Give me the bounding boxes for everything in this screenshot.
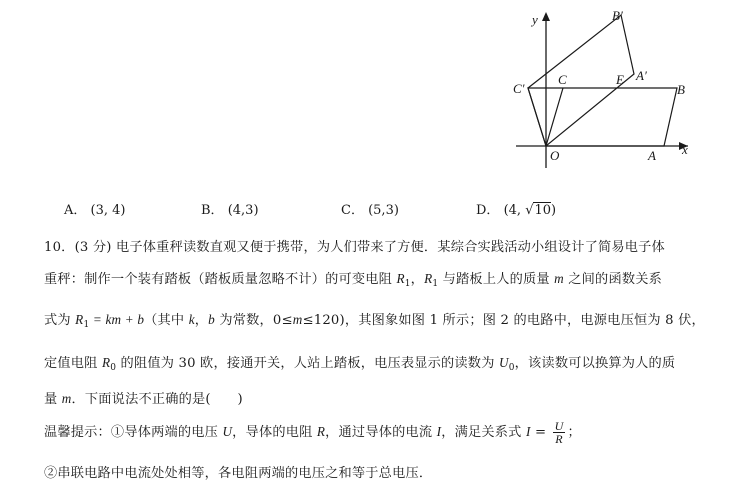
- rectangle-oabc: [528, 88, 677, 146]
- q-text: 的阻值为 30 欧，接通开关，人站上踏板，电压表显示的读数为: [116, 356, 499, 371]
- q-text: ，通过导体的电流: [325, 425, 437, 440]
- option-d[interactable]: [476, 199, 556, 218]
- subscript: 0: [110, 363, 117, 373]
- subscript: 1: [404, 279, 411, 289]
- q-text: 10．(3 分) 电子体重秤读数直观又便于携带，为人们带来了方便．某综合实践活动小组设计了简易电子体: [44, 240, 665, 255]
- q-text: ，该读数可以换算为人的质: [514, 356, 676, 371]
- option-a-value: (3, 4): [90, 203, 126, 218]
- point-label-e: E: [616, 72, 624, 87]
- hint-line-2: [44, 462, 432, 481]
- q-text: ，: [194, 313, 209, 328]
- hint-line-1: [44, 420, 581, 445]
- var-k: k: [188, 312, 195, 327]
- subscript: 0: [508, 363, 515, 373]
- y-axis-label: y: [532, 12, 538, 27]
- q-text: ②串联电路中电流处处相等，各电阻两端的电压之和等于总电压．: [44, 466, 433, 481]
- x-axis-label: x: [682, 142, 688, 157]
- point-label-b-prime: B′: [612, 8, 623, 23]
- sqrt-icon: √: [525, 203, 534, 218]
- question-line-4: [44, 352, 675, 373]
- option-d-suffix: ): [551, 203, 557, 218]
- var-r: R: [424, 271, 433, 286]
- answer-options: [0, 199, 739, 219]
- q-text: ，: [410, 272, 425, 287]
- coordinate-figure: [508, 6, 694, 174]
- var-r: R: [396, 271, 405, 286]
- var-m: m: [292, 312, 303, 327]
- var-r: R: [101, 355, 111, 370]
- option-a-letter: A．: [64, 203, 87, 218]
- option-c[interactable]: [341, 199, 399, 218]
- y-axis-arrow-icon: [542, 12, 550, 21]
- var-i: I: [525, 424, 531, 439]
- option-c-letter: C．: [341, 203, 364, 218]
- question-line-3: [44, 309, 705, 330]
- q-text: ；: [567, 425, 581, 440]
- fraction-numerator: U: [554, 419, 564, 433]
- q-text: 为常数，0≤: [214, 313, 293, 328]
- option-c-value: (5,3): [368, 203, 399, 218]
- option-d-prefix: (4,: [503, 203, 526, 218]
- subscript: 1: [432, 279, 439, 289]
- fraction-u-over-r: [553, 420, 566, 445]
- segment-oc: [546, 88, 563, 146]
- var-r: R: [75, 312, 84, 327]
- q-text: 定值电阻: [44, 356, 102, 371]
- option-a[interactable]: [64, 199, 125, 218]
- q-text: 式为: [44, 313, 76, 328]
- geometry-diagram: [508, 6, 694, 174]
- point-label-c-prime: C′: [513, 81, 525, 96]
- point-label-b: B: [677, 82, 685, 97]
- q-text: 量: [44, 392, 62, 407]
- q-text: 重秤：制作一个装有踏板（踏板质量忽略不计）的可变电阻: [44, 272, 397, 287]
- q-text: =: [530, 425, 551, 440]
- var-u: U: [222, 424, 233, 439]
- q-text: ，导体的电阻: [232, 425, 317, 440]
- option-d-letter: D．: [476, 203, 500, 218]
- point-label-a: A: [648, 148, 656, 163]
- q-text: ，满足关系式: [441, 425, 526, 440]
- var-m: m: [554, 271, 564, 286]
- point-label-a-prime: A′: [636, 68, 647, 83]
- option-b-value: (4,3): [227, 203, 259, 218]
- formula: = km + b: [89, 312, 145, 327]
- point-label-o: O: [550, 148, 560, 163]
- q-text: 之间的函数关系: [563, 272, 662, 287]
- subscript: 1: [83, 320, 90, 330]
- var-b: b: [208, 312, 215, 327]
- q-text: 与踏板上人的质量: [438, 272, 555, 287]
- option-b-letter: B．: [201, 203, 224, 218]
- q-text: 温馨提示：①导体两端的电压: [44, 425, 223, 440]
- q-text: ．下面说法不正确的是( ): [71, 392, 243, 407]
- fraction-denominator: R: [555, 432, 563, 446]
- point-label-c: C: [558, 72, 567, 87]
- var-i: I: [436, 424, 442, 439]
- question-line-5: [44, 388, 243, 407]
- var-m: m: [61, 391, 72, 406]
- question-line-2: [44, 268, 662, 289]
- option-d-radical: 10: [534, 203, 552, 218]
- var-u: U: [498, 355, 509, 370]
- q-text: ≤120)，其图象如图 1 所示；图 2 的电路中，电源电压恒为 8 伏，: [302, 313, 705, 328]
- q-text: （其中: [144, 313, 189, 328]
- option-b[interactable]: [201, 199, 259, 218]
- var-r: R: [316, 424, 326, 439]
- question-line-1: [44, 236, 665, 255]
